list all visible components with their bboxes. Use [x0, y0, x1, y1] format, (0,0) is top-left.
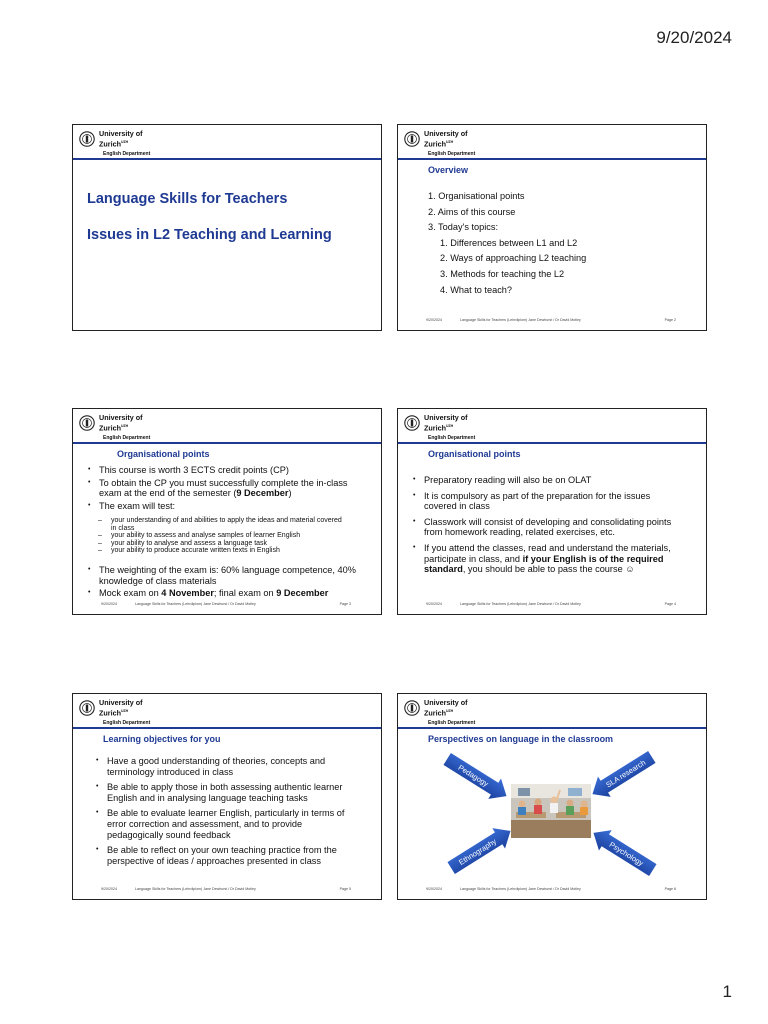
bullet-list: [79, 465, 363, 511]
university-seal-icon: [79, 414, 95, 432]
slide-footer: 9/20/2024 Language Skills for Teachers (Lehrdiplom) Jane Dewhurst / Dr David Motley Page 5: [101, 887, 351, 891]
slide-title: Learning objectives for you: [103, 734, 221, 744]
list-item: 2. Aims of this course: [428, 206, 516, 217]
sub-bullet-list: [79, 517, 349, 555]
bullet-list: [404, 475, 684, 575]
department-label: English Department: [103, 151, 151, 157]
sla-research-arrow: [586, 747, 658, 804]
department-label: English Department: [103, 720, 151, 726]
slide-title: Organisational points: [117, 449, 210, 459]
slide-header: [73, 694, 381, 728]
list-item: • It is compulsory as part of the preparation for the issues covered in class: [404, 491, 684, 512]
slide-header: [398, 125, 706, 159]
slide-1: [72, 124, 382, 331]
ethnography-arrow: [445, 821, 517, 878]
university-seal-icon: [404, 414, 420, 432]
arrow-label: Pedagogy: [456, 762, 491, 789]
university-name: University of Zurich$^{UZH}$: [99, 698, 143, 718]
list-item: • Be able to apply those in both assessing authentic learner English and in analysing language teaching tasks: [87, 782, 355, 803]
header-rule: [73, 158, 381, 160]
header-rule: [73, 442, 381, 444]
list-item: 4. What to teach?: [440, 284, 513, 295]
slide-3: [72, 408, 382, 615]
bullet-list: [79, 565, 363, 599]
course-title: Language Skills for Teachers: [87, 191, 288, 207]
slide-5: [72, 693, 382, 900]
list-item: • If you attend the classes, read and understand the materials, participate in class, and if your English is of the required standard, you should be able to pass the course ☺: [404, 543, 684, 575]
slide-header: [398, 409, 706, 443]
header-rule: [398, 158, 706, 160]
list-item: • To obtain the CP you must successfully complete the in-class exam at the end of the semester (9 December): [79, 478, 363, 499]
perspectives-diagram: [398, 742, 707, 882]
page-date: 9/20/2024: [656, 28, 732, 47]
list-item: 3. Today's topics:: [428, 222, 499, 233]
header-rule: [398, 442, 706, 444]
slide-footer: 9/20/2024 Language Skills for Teachers (Lehrdiplom) Jane Dewhurst / Dr David Motley Page 4: [426, 602, 676, 606]
slide-title: Perspectives on language in the classroom: [428, 734, 614, 744]
university-name: University of Zurich$^{UZH}$: [424, 413, 468, 433]
header-rule: [398, 727, 706, 729]
university-seal-icon: [404, 130, 420, 148]
list-item: • Be able to evaluate learner English, particularly in terms of error correction and assessment, and to provide pedagogically sound feedback: [87, 808, 355, 840]
arrow-label: Ethnography: [457, 836, 499, 867]
slide-footer: 9/20/2024 Language Skills for Teachers (Lehrdiplom) Jane Dewhurst / Dr David Motley Page 6: [426, 887, 676, 891]
university-seal-icon: [79, 699, 95, 717]
slide-header: [73, 125, 381, 159]
list-item: • Have a good understanding of theories, concepts and terminology introduced in class: [87, 756, 355, 777]
list-item: – your ability to produce accurate written texts in English: [79, 547, 349, 555]
bullet-list: [87, 756, 355, 866]
university-name: University of Zurich$^{UZH}$: [424, 698, 468, 718]
list-item: • This course is worth 3 ECTS credit points (CP): [79, 465, 363, 476]
list-item: – your ability to assess and analyse samples of learner English: [79, 532, 349, 540]
university-name: University of Zurich$^{UZH}$: [424, 129, 468, 149]
department-label: English Department: [428, 435, 476, 441]
list-item: – your understanding of and abilities to apply the ideas and material covered in class: [79, 517, 349, 532]
university-name: University of Zurich$^{UZH}$: [99, 413, 143, 433]
list-item: • The weighting of the exam is: 60% language competence, 40% knowledge of class materials: [79, 565, 363, 586]
pedagogy-arrow: [441, 749, 513, 806]
classroom-photo: [511, 784, 591, 838]
page-number: 1: [722, 982, 732, 1001]
list-item: – your ability to analyse and assess a language task: [79, 540, 349, 548]
slide-6: [397, 693, 707, 900]
arrow-label: SLA research: [604, 757, 648, 790]
arrow-label: Psychology: [607, 839, 646, 868]
header-rule: [73, 727, 381, 729]
department-label: English Department: [428, 720, 476, 726]
list-item: 1. Differences between L1 and L2: [440, 237, 578, 248]
slide-header: [73, 409, 381, 443]
university-name: University of Zurich$^{UZH}$: [99, 129, 143, 149]
university-seal-icon: [79, 130, 95, 148]
slide-title: Organisational points: [428, 449, 521, 459]
psychology-arrow: [587, 823, 659, 880]
list-item: • The exam will test:: [79, 501, 363, 512]
department-label: English Department: [103, 435, 151, 441]
list-item: 3. Methods for teaching the L2: [440, 268, 565, 279]
slide-header: [398, 694, 706, 728]
list-item: • Mock exam on 4 November; final exam on 9 December: [79, 588, 363, 599]
list-item: • Classwork will consist of developing and consolidating points from homework reading, related exercises, etc.: [404, 517, 684, 538]
list-item: 1. Organisational points: [428, 191, 525, 201]
slide-2: [397, 124, 707, 331]
slide-title: Overview: [428, 165, 469, 175]
overview-list: [428, 189, 586, 298]
department-label: English Department: [428, 151, 476, 157]
course-subtitle: Issues in L2 Teaching and Learning: [87, 227, 332, 243]
slide-footer: 9/20/2024 Language Skills for Teachers (Lehrdiplom) Jane Dewhurst / Dr David Motley Page 2: [426, 318, 676, 322]
slide-footer: 9/20/2024 Language Skills for Teachers (Lehrdiplom) Jane Dewhurst / Dr David Motley Page 3: [101, 602, 351, 606]
slide-4: [397, 408, 707, 615]
list-item: 2. Ways of approaching L2 teaching: [440, 253, 587, 264]
university-seal-icon: [404, 699, 420, 717]
list-item: • Preparatory reading will also be on OLAT: [404, 475, 684, 486]
list-item: • Be able to reflect on your own teaching practice from the perspective of ideas / approaches presented in class: [87, 845, 355, 866]
